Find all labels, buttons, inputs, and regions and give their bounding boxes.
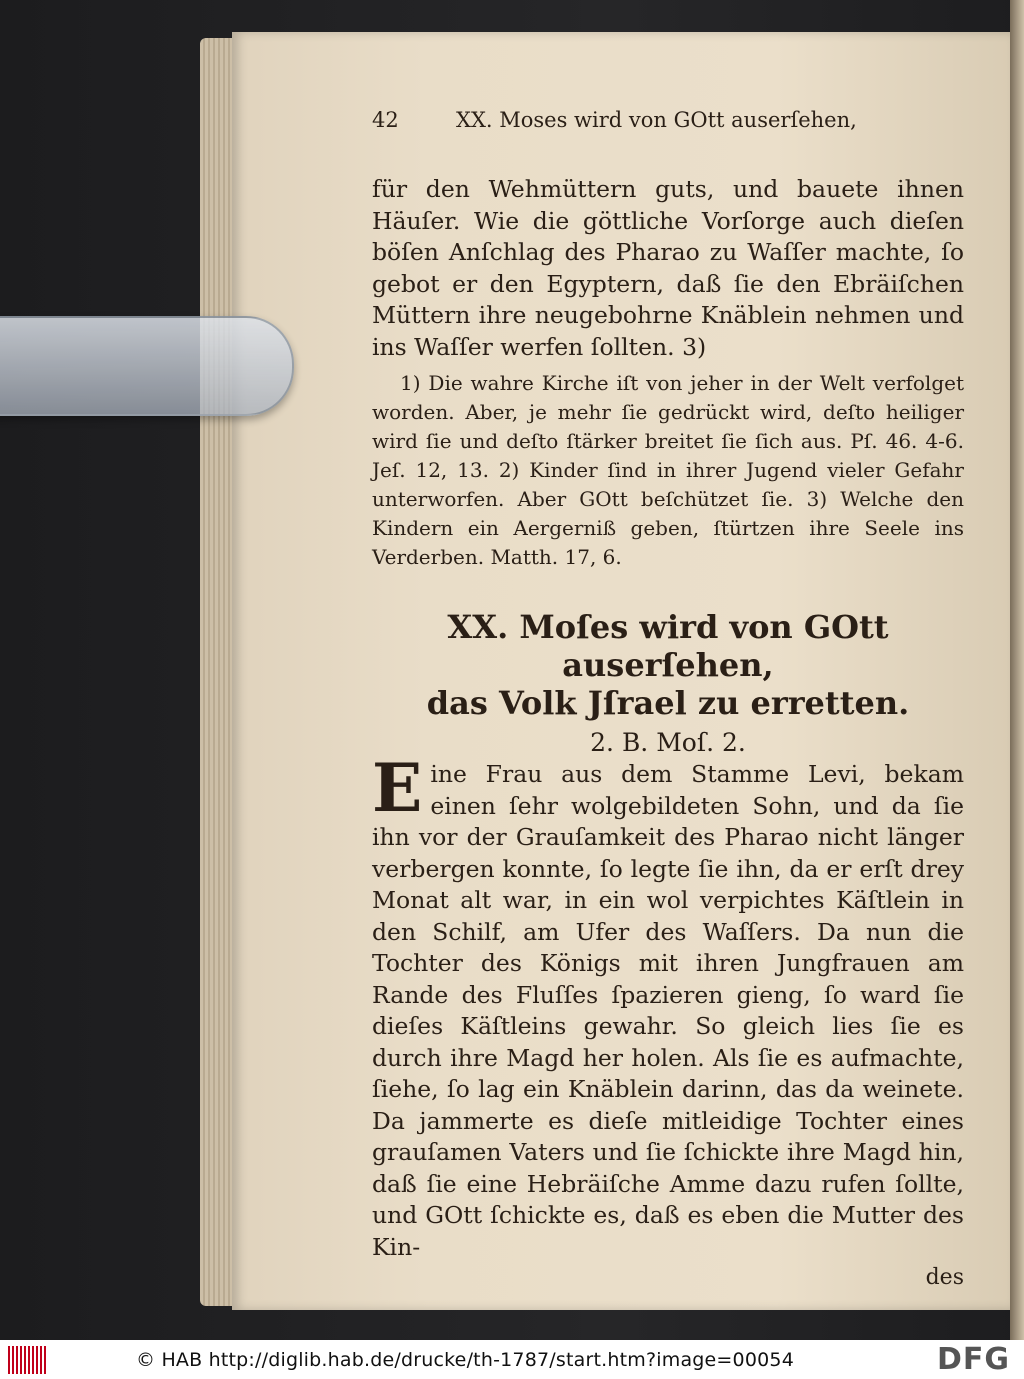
heading-line-1: XX. Moſes wird von GOtt auserſehen, [447, 608, 889, 684]
running-head: XX. Moses wird von GOtt auserſehen, [456, 108, 857, 132]
paragraph-2 [372, 749, 964, 1263]
bookmark-ribbon [0, 316, 294, 416]
dfg-logo: DFG [936, 1342, 1010, 1377]
footnotes: 1) Die wahre Kirche iſt von jeher in der Welt verfolget worden. Aber, je mehr ſie gedrückt wird, deſto heiliger wird ſie und deſto ſtärker breitet ſie ſich aus. Pſ. 46. 4-6. Jeſ. 12, 13. 2) Kinder ſind in ihrer Jugend vieler Gefahr unterworfen. Aber GOtt beſchützet ſie. 3) Welche den Kindern ein Aergerniß geben, ſtürtzen ihre Seele ins Verderben. Matth. 17, 6. [372, 371, 964, 569]
drop-cap: E [372, 749, 423, 827]
heading-line-2: das Volk Jſrael zu erretten. [426, 684, 910, 722]
paragraph-2-text: ine Frau aus dem Stamme Levi, bekam einen ſehr wolgebildeten Sohn, und da ſie ihn vor der Grauſamkeit des Pharao nicht länger verbergen konnte, ſo legte ſie ihn, da er erſt drey Monat alt war, in ein wol verpichtes Käſtlein in den Schilf, am Ufer des Waſſers. Da nun die Tochter des Königs mit ihren Jungfrauen am Rande des Fluſſes ſpazieren gieng, ſo ward ſie dieſes Käſtleins gewahr. So gleich lies ſie es durch ihre Magd her holen. Als ſie es aufmachte, ſiehe, ſo lag ein Knäblein darinn, das da weinete. Da jammerte es dieſe mitleidige Tochter eines grauſamen Vaters und ſie ſchickte ihre Magd hin, daß ſie eine Hebräiſche Amme dazu rufen ſollte, und GOtt ſchickte es, daß es eben die Mutter des Kin- [372, 760, 964, 1261]
page-header [372, 108, 964, 148]
page-text [372, 108, 964, 1290]
credit-link[interactable]: © HAB http://diglib.hab.de/drucke/th-1787/start.htm?image=00054 [136, 1348, 794, 1371]
section-heading [372, 608, 964, 722]
bible-reference: 2. B. Moſ. 2. [590, 728, 746, 757]
paragraph-1: für den Wehmüttern guts, und bauete ihnen Häuſer. Wie die göttliche Vorſorge auch dieſen böſen Anſchlag des Pharao zu Waſſer machte, ſo gebot er den Egyptern, daß ſie den Ebräiſchen Müttern ihre neugebohrne Knäblein nehmen und ins Waſſer werfen ſollten. 3) [372, 175, 964, 361]
page-number: 42 [372, 108, 399, 132]
catchword: des [925, 1265, 964, 1290]
hab-barcode-logo-icon [8, 1346, 46, 1374]
facing-page-edge [1010, 0, 1024, 1340]
viewer-footer [0, 1340, 1024, 1379]
